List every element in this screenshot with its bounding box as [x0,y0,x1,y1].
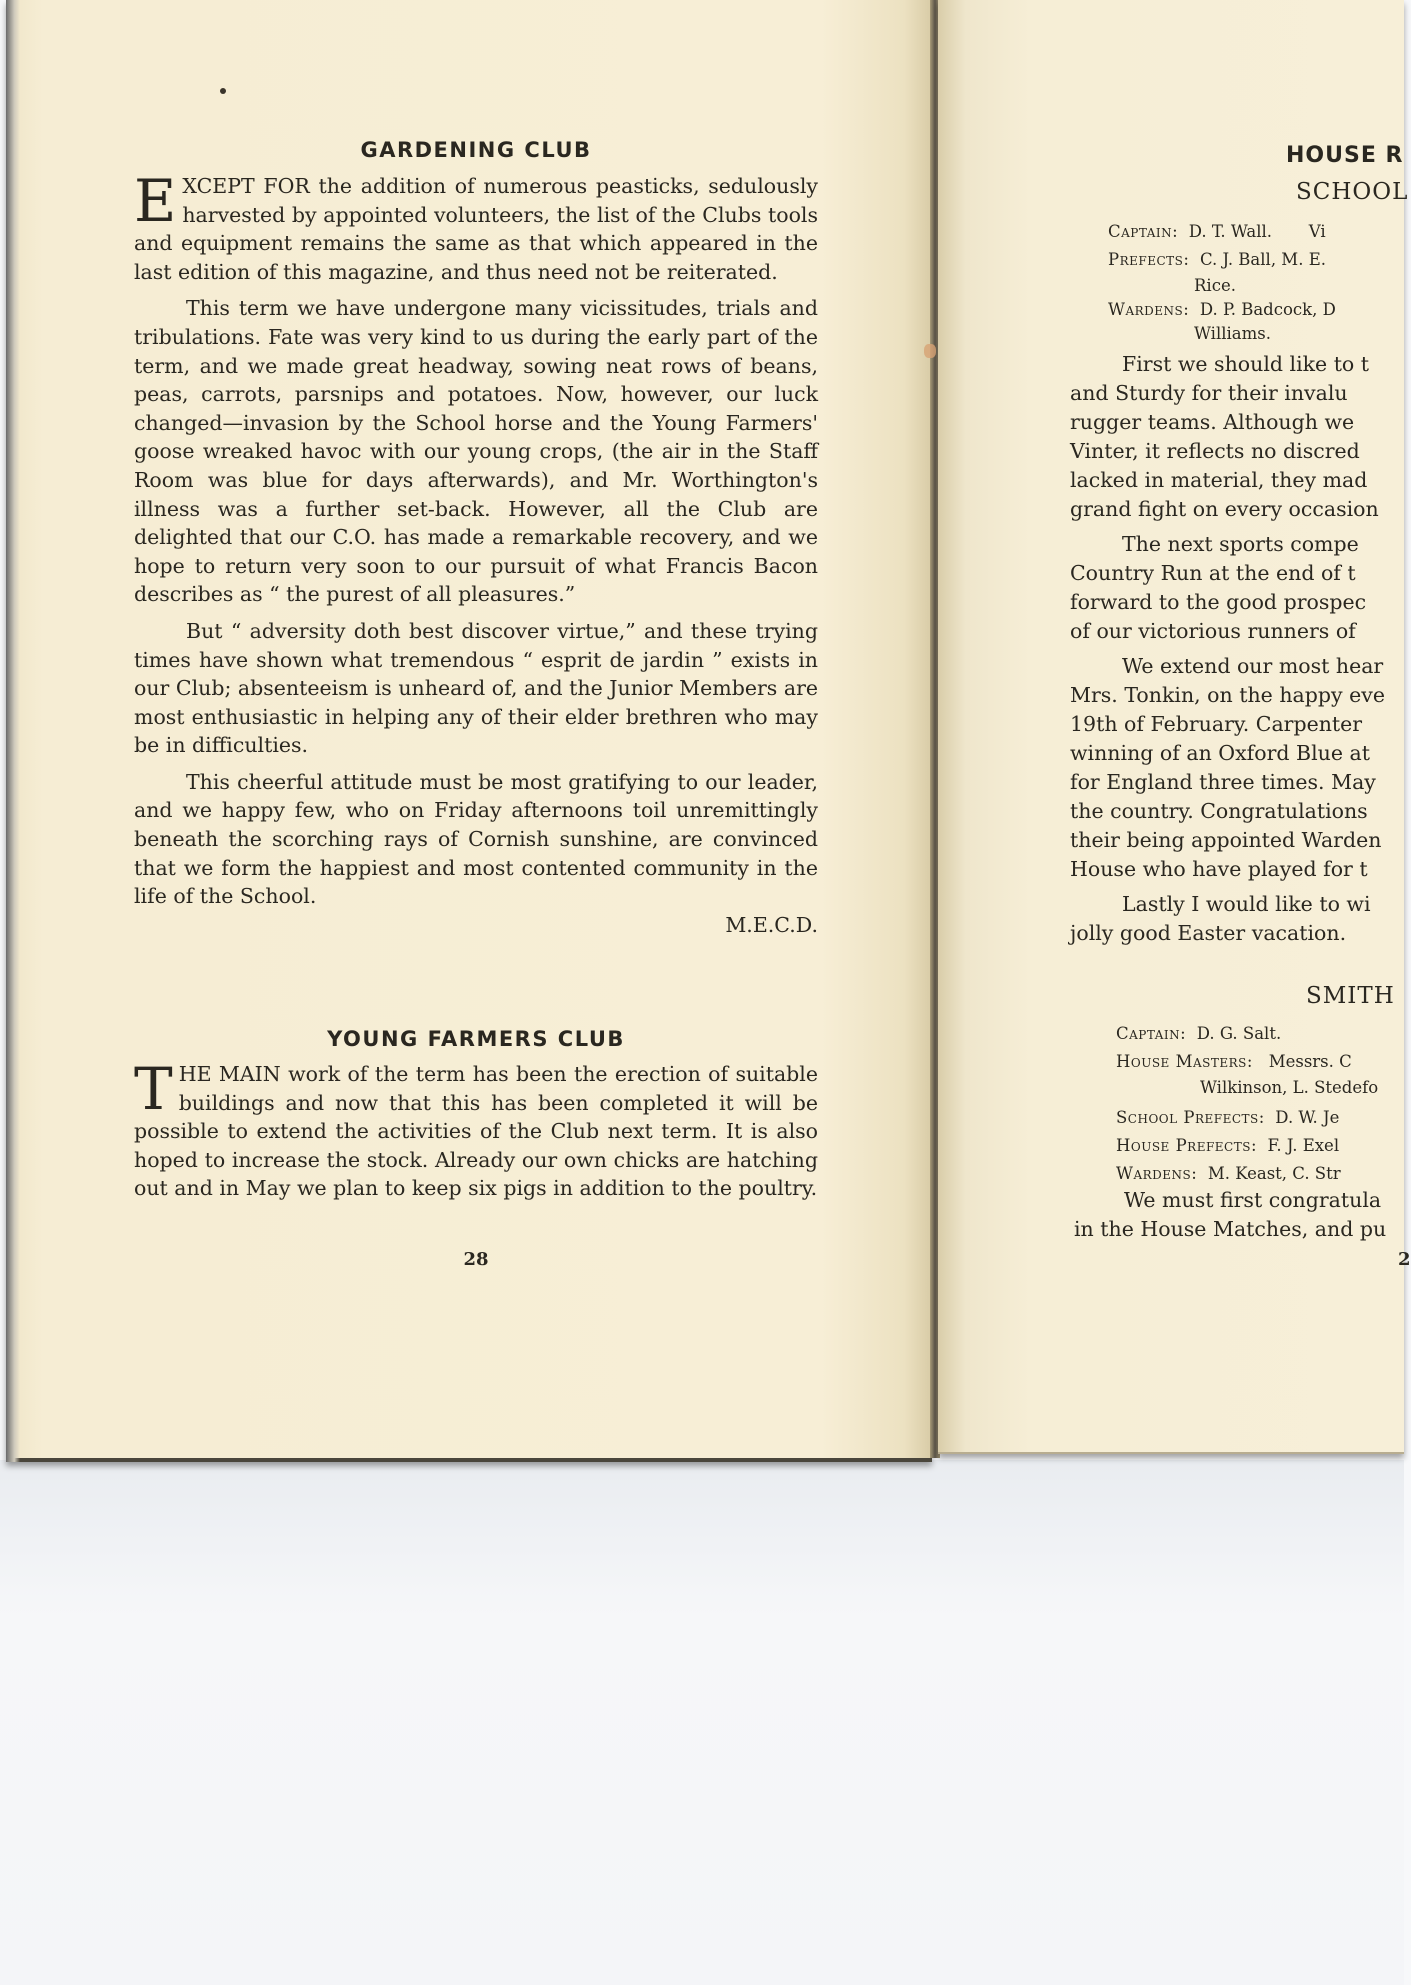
captain-value: D. T. Wall. [1188,222,1273,241]
smith-housemasters-line [1116,1048,1352,1077]
scanner-background [0,1460,1404,1985]
farmers-paragraph-1 [134,1055,818,1203]
gardening-club-article [134,167,818,939]
smith-captain-label: Captain: [1116,1024,1187,1043]
right-para1-line3: rugger teams. Although we [1070,410,1355,434]
gardening-club-heading: GARDENING CLUB [360,138,592,162]
right-para1-line2: and Sturdy for their invalu [1070,381,1348,405]
wardens-continued: Williams. [1194,324,1271,343]
right-para3-line6: the country. Congratulations [1070,799,1368,823]
smith-wardens-label: Wardens: [1116,1164,1198,1183]
page-number: 28 [463,1249,489,1270]
right-para1-line4: Vinter, it reflects no discred [1070,439,1360,463]
smith-housemasters-value: Messrs. C [1268,1052,1352,1071]
smith-house-heading: SMITH [1306,983,1395,1009]
left-page [6,0,932,1462]
smith-para-line1: We must first congratula [1124,1188,1382,1212]
school-house-heading: SCHOOL [1296,179,1409,205]
smith-para-line2: in the House Matches, and pu [1074,1217,1387,1241]
paper-stain [924,344,936,358]
captain-label: Captain: [1108,222,1179,241]
right-para2-line2: Country Run at the end of t [1070,561,1356,585]
right-para3-line3: 19th of February. Carpenter [1070,712,1363,736]
right-para3-line8: House who have played for t [1070,857,1368,881]
right-para2-line3: forward to the good prospec [1070,590,1367,614]
right-para2-line1: The next sports compe [1122,532,1359,556]
drop-cap-t: T [134,1055,173,1123]
prefects-label: Prefects: [1108,250,1190,269]
smith-housemasters-continued: Wilkinson, L. Stedefo [1200,1078,1379,1097]
right-para3-line2: Mrs. Tonkin, on the happy eve [1070,683,1385,707]
gardening-signature: M.E.C.D. [725,912,818,937]
smith-captain-line [1116,1020,1281,1049]
smith-school-prefects-label: School Prefects: [1116,1108,1265,1127]
vice-captain-fragment: Vi [1308,222,1326,241]
gardening-paragraph-3: But “ adversity doth best discover virtue,” and these trying times have shown what tremendous “ esprit de jardin ” exists in our Club; absenteeism is unheard of, and the Junior Members are most enthusiastic in helping any of their elder brethren who may be in difficulties. [134,618,818,758]
right-page-number-partial: 2 [1398,1249,1411,1270]
house-reports-heading: HOUSE R [1286,143,1404,168]
right-para4-line2: jolly good Easter vacation. [1070,921,1347,945]
right-column [1070,0,1411,1458]
right-para4-line1: Lastly I would like to wi [1122,892,1371,916]
smith-house-prefects-label: House Prefects: [1116,1136,1258,1155]
captain-line [1108,218,1326,247]
right-para3-line1: We extend our most hear [1122,654,1384,678]
smith-school-prefects-line [1116,1104,1339,1133]
page-edge-shadow [6,0,20,1462]
gardening-paragraph-4: This cheerful attitude must be most gratifying to our leader, and we happy few, who on Friday afternoons toil unremittingly beneath the scorching rays of Cornish sunshine, are convinced that we form the happiest and most contented community in the life of the School. [134,769,818,909]
smith-housemasters-label: House Masters: [1116,1052,1253,1071]
smith-wardens-line [1116,1160,1341,1189]
print-speck [220,88,226,94]
right-para3-line4: winning of an Oxford Blue at [1070,741,1370,765]
gardening-paragraph-1 [134,167,818,286]
right-para1-line1: First we should like to t [1122,352,1370,376]
right-para2-line4: of our victorious runners of [1070,619,1356,643]
young-farmers-article [134,1055,818,1203]
smith-house-prefects-value: F. J. Exel [1267,1136,1340,1155]
gardening-paragraph-2: This term we have undergone many vicissitudes, trials and tribulations. Fate was very kind to us during the early part of the term, and we made great headway, sowing neat rows of beans, peas, carrots, parsnips and potatoes. Now, however, our luck changed—invasion by the School horse and the Young Farmers' goose wreaked havoc with our young crops, (the air in the Staff Room was blue for days afterwards), and Mr. Worthington's illness was a further set-back. However, all the Club are delighted that our C.O. has made a remarkable recovery, and we hope to return very soon to our pursuit of what Francis Bacon describes as “ the purest of all pleasures.” [134,296,818,607]
farmers-paragraph-1-text: HE MAIN work of the term has been the erection of suitable buildings and now that this has been completed it will be possible to extend the activities of the Club next term. It is also hoped to increase the stock. Already our own chicks are hatching out and in May we plan to keep six pigs in addition to the poultry. [134,1062,818,1201]
smith-house-prefects-line [1116,1132,1339,1161]
prefects-line [1108,246,1326,275]
prefects-continued: Rice. [1194,276,1236,295]
right-para3-line5: for England three times. May [1070,770,1376,794]
wardens-label: Wardens: [1108,300,1190,319]
smith-school-prefects-value: D. W. Je [1275,1108,1340,1127]
right-para1-line5: lacked in material, they mad [1070,468,1368,492]
wardens-value: D. P. Badcock, D [1199,300,1336,319]
prefects-value: C. J. Ball, M. E. [1199,250,1326,269]
smith-wardens-value: M. Keast, C. Str [1207,1164,1341,1183]
drop-cap-e: E [134,167,177,235]
right-para3-line7: their being appointed Warden [1070,828,1382,852]
gardening-paragraph-1-text: XCEPT FOR the addition of numerous peasticks, sedulously harvested by appointed volunteers, the list of the Clubs tools and equipment remains the same as that which appeared in the last edition of this magazine, and thus need not be reiterated. [134,174,818,284]
smith-captain-value: D. G. Salt. [1196,1024,1282,1043]
right-para1-line6: grand fight on every occasion [1070,497,1379,521]
young-farmers-club-heading: YOUNG FARMERS CLUB [327,1027,625,1051]
